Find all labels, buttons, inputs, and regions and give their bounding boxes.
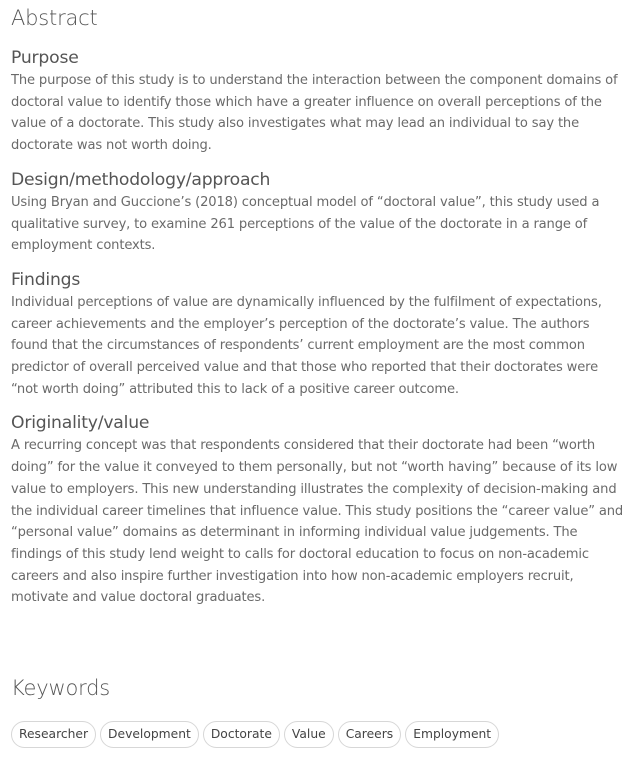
keyword-chip-employment[interactable]: Employment <box>405 721 499 748</box>
keyword-chip-researcher[interactable]: Researcher <box>11 721 96 748</box>
section-design-methodology <box>11 168 625 257</box>
section-text-originality: A recurring concept was that respondents considered that their doctorate had been “worth doing” for the value it conveyed to them personally, but not “worth having” because of its low value to employers. This new understanding illustrates the complexity of decision-making and the individual career timelines that influence value. This study positions the “career value” and “personal value” domains as determinant in informing individual value judgements. The findings of this study lend weight to calls for doctoral education to focus on non-academic careers and also inspire further investigation into how non-academic employers recruit, motivate and value doctoral graduates. <box>11 438 624 606</box>
section-heading-purpose: Purpose <box>11 48 79 68</box>
keyword-chip-development[interactable]: Development <box>100 721 199 748</box>
section-originality-value <box>11 411 625 609</box>
section-heading-originality: Originality/value <box>11 413 150 434</box>
keyword-chip-value[interactable]: Value <box>284 721 334 748</box>
section-findings <box>11 268 625 401</box>
section-text-design: Using Bryan and Guccione’s (2018) conceptual model of “doctoral value”, this study used a qualitative survey, to examine 261 perceptions of the value of the doctorate in a range of employment contexts. <box>11 194 600 254</box>
abstract-title: Abstract <box>11 6 98 30</box>
section-text-purpose: The purpose of this study is to understand the interaction between the component domains of doctoral value to identify those which have a greater influence on overall perceptions of the value of a doctorate. This study also investigates what may lead an individual to say the doctorate was not worth doing. <box>11 73 618 154</box>
keyword-list <box>11 721 499 748</box>
section-purpose <box>11 46 625 157</box>
section-heading-findings: Findings <box>11 269 81 290</box>
section-text-findings: Individual perceptions of value are dynamically influenced by the fulfilment of expectations, career achievements and the employer’s perception of the doctorate’s value. The authors found that the circumstances of respondents’ current employment are the most common predictor of overall perceived value and that those who reported that their doctorates were “not worth doing” attributed this to lack of a positive career outcome. <box>11 294 602 397</box>
section-heading-design: Design/methodology/approach <box>11 169 271 190</box>
keyword-chip-doctorate[interactable]: Doctorate <box>203 721 280 748</box>
keyword-chip-careers[interactable]: Careers <box>338 721 402 748</box>
keywords-title: Keywords <box>11 676 111 700</box>
article-abstract-page <box>11 4 625 741</box>
